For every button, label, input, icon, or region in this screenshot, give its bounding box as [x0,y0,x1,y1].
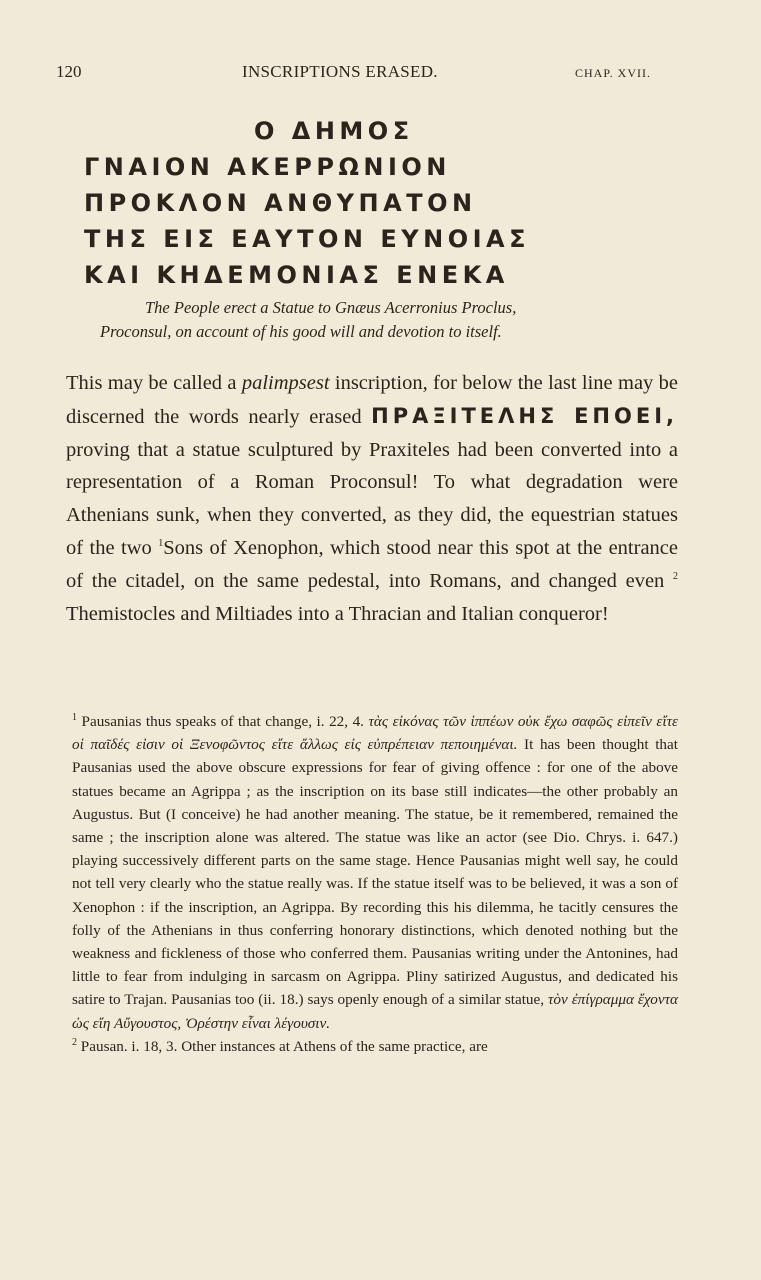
inscription-line: ΓΝΑΙΟΝ ΑΚΕΡΡΩΝΙΟΝ [84,153,451,181]
greek-inscription [64,113,664,293]
body-text: proving that a statue sculptured by Praxiteles had been converted into a representation of a Roman Proconsul! To what degradation were Athenians sunk, when they converted, as they did, the equestrian statues of the two [66,438,678,559]
translation-line: Proconsul, on account of his good will and devotion to itself. [100,322,502,341]
translation-line: The People erect a Statue to Gnæus Acerronius Proclus, [145,298,517,317]
inscription-line: ΤΗΣ ΕΙΣ ΕΑΥΤΟΝ ΕΥΝΟΙΑΣ [84,225,531,253]
running-title: INSCRIPTIONS ERASED. [242,62,438,81]
footnote-number: 2 [72,1036,77,1048]
italic-term: palimpsest [241,372,330,394]
running-head [0,62,761,86]
body-text: inscription, for below the last line may be discerned the words nearly erased [66,372,678,428]
footnote-text: It has been thought that Pausanias used the above obscure expressions for fear of giving offence : for one of the above statues became an Agrippa ; as the inscription on its base still indicates—the other probably an Augustus. But (I conceive) he had another meaning. The statue, be it remembered, remained the same ; the inscription alone was altered. The statue was like an actor (see Dio. Chrys. i. 647.) playing successively different parts on the same stage. Hence Pausanias might well say, he could not tell very clearly who the statue really was. If the statue itself was to be believed, it was a son of Xenophon : if the inscription, an Agrippa. By recording this his dilemma, he tacitly censures the folly of the Athenians in thus conferring honorary distinctions, which denoted nothing but the weakness and fickleness of those who conferred them. Pausanias writing under the Antonines, had little to fear from indulging in sarcasm on Agrippa. Pliny satirized Augustus, and dedicated his satire to Trajan. Pausanias too (ii. 18.) says openly enough of a similar statue, [72,736,678,1009]
footnotes [72,710,678,1058]
inscription-line: ΠΡΟΚΛΟΝ ΑΝΘΥΠΑΤΟΝ [84,189,477,217]
inscription-translation [100,296,660,344]
footnote-marker: 2 [673,570,678,582]
footnote-number: 1 [72,711,77,723]
body-paragraph [66,367,678,630]
inscription-line: Ο ΔΗΜΟΣ [254,117,414,145]
footnote-text: Pausanias thus speaks of that change, i. 22, 4. [77,713,369,730]
page-number: 120 [56,62,82,81]
footnote-text: Pausan. i. 18, 3. Other instances at Athens of the same practice, are [77,1037,488,1055]
greek-quotation: τὰς εἰκόνας τῶν ἱππέων οὐκ ἔχω σαφῶς εἰπεῖν εἴτε οἱ παῖδές εἰσιν οἱ Ξενοφῶντος εἴτε ἄλλως εἰς εὐπρέπειαν πεποιημέναι. [72,713,679,754]
inscription-line: ΚΑΙ ΚΗΔΕΜΟΝΙΑΣ ΕΝΕΚΑ [84,261,509,289]
body-text: This may be called a [66,372,242,394]
erased-inscription-words: ΠΡΑΞΙΤΕΛΗΣ ΕΠΟΕΙ, [371,403,678,428]
body-text: Themistocles and Miltiades into a Thracian and Italian conqueror! [66,602,609,625]
footnote-2 [72,1035,678,1058]
footnote-marker: 1 [158,538,164,550]
chapter-label: CHAP. XVII. [575,66,652,80]
body-text: Sons of Xenophon, which stood near this spot at the entrance of the citadel, on the same pedestal, into Romans, and changed even [66,536,678,592]
footnote-1 [72,710,678,1035]
greek-quotation: τὸν ἐπίγραμμα ἔχοντα ὡς εἴη Αὔγουστος, Ὀρέστην εἶναι λέγουσιν. [72,991,678,1032]
